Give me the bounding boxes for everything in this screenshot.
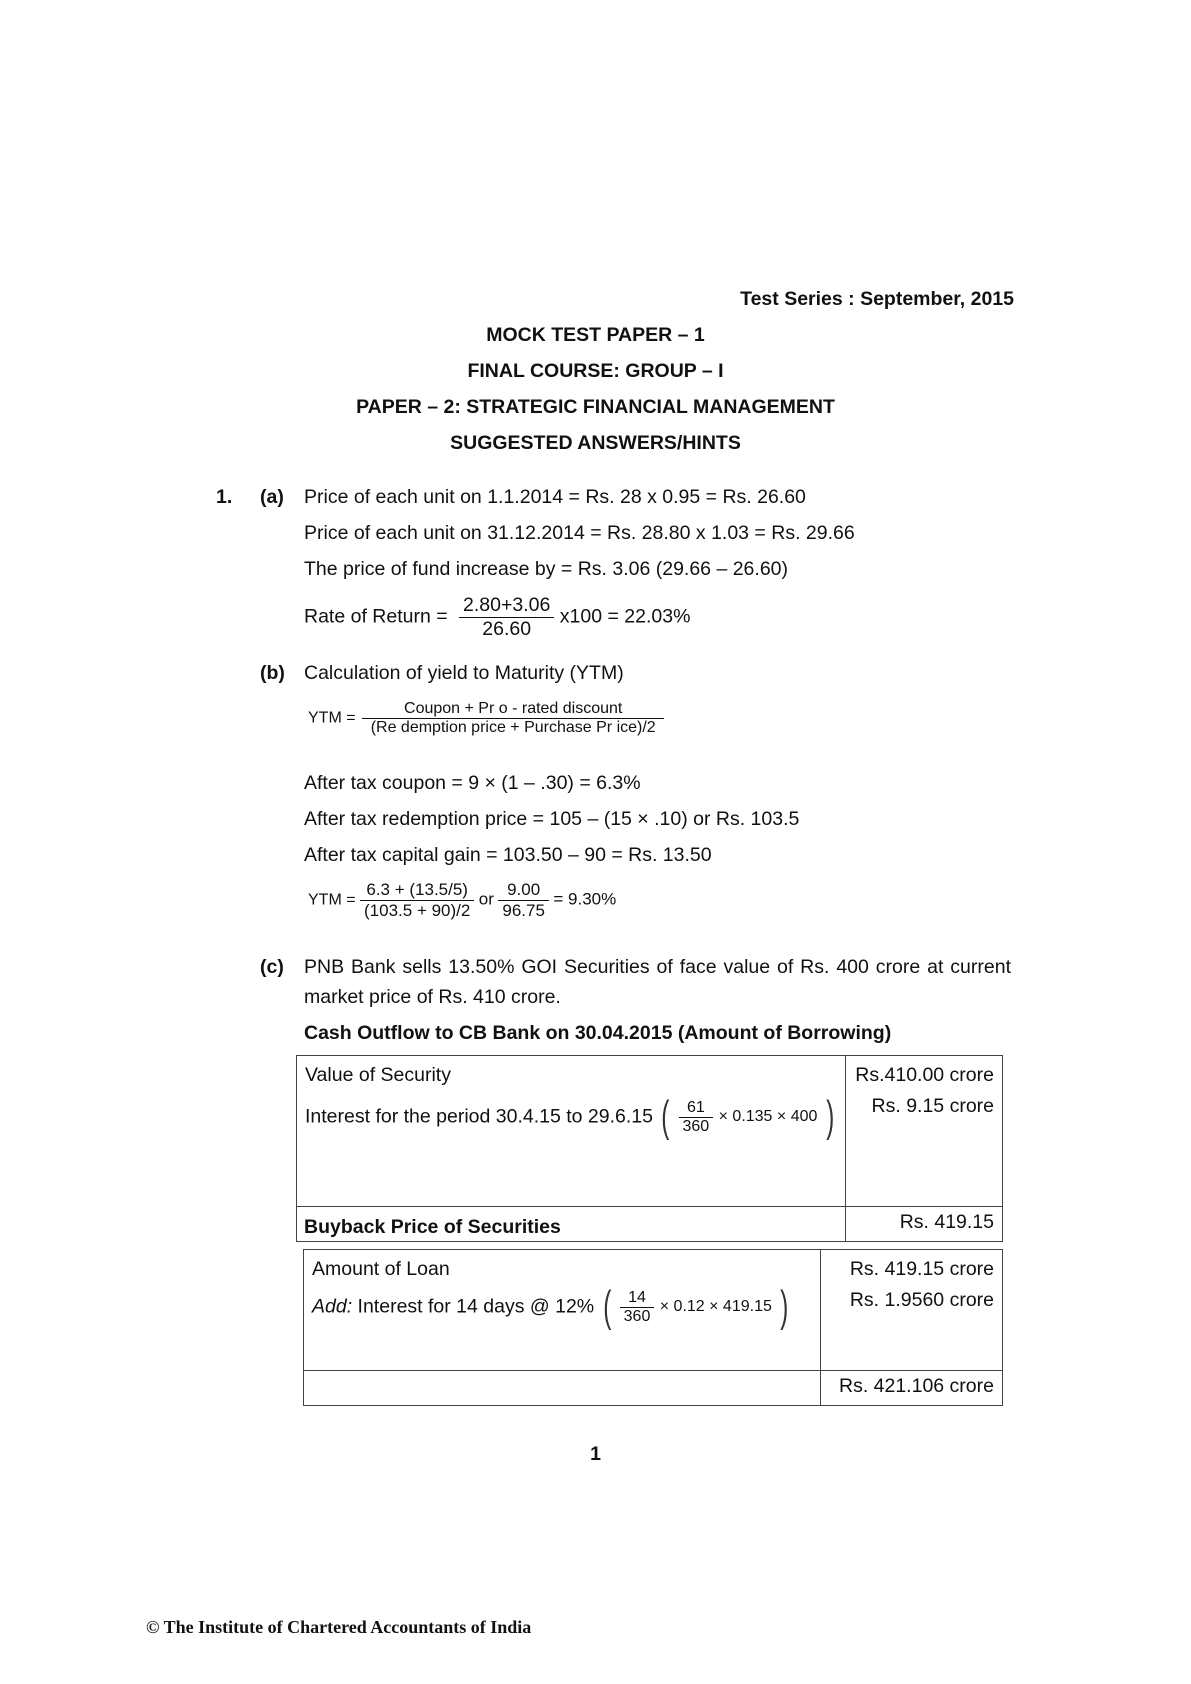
- interest-numerator: 61: [679, 1099, 714, 1118]
- value-of-security-amount: Rs.410.00 crore: [855, 1064, 994, 1086]
- borrowing-total: Rs. 419.15: [846, 1207, 1003, 1242]
- ytm2-or: or: [478, 889, 494, 909]
- ytm2-fraction-1: [360, 880, 474, 921]
- rate-of-return-formula: [304, 594, 690, 641]
- part-b-line-3: After tax capital gain = 103.50 – 90 = Rs. 13.50: [304, 844, 712, 866]
- part-a-line-1: Price of each unit on 1.1.2014 = Rs. 28 x 0.95 = Rs. 26.60: [304, 486, 806, 508]
- borrowing-table: [296, 1055, 1003, 1242]
- ytm-numerator: Coupon + Pr o - rated discount: [362, 700, 664, 719]
- ytm2-numerator-1: 6.3 + (13.5/5): [360, 880, 474, 901]
- part-a-label: (a): [260, 486, 284, 508]
- part-a-line-3: The price of fund increase by = Rs. 3.06 (29.66 – 26.60): [304, 558, 788, 580]
- ror-fraction: [459, 594, 554, 641]
- interest-period-label: Interest for the period 30.4.15 to 29.6.15: [305, 1105, 653, 1128]
- amount-of-loan-label: Amount of Loan: [312, 1258, 450, 1280]
- ytm2-fraction-2: [498, 880, 549, 921]
- buyback-tail: × 0.12 × 419.15: [659, 1298, 772, 1315]
- buyback-numerator: 14: [620, 1289, 655, 1308]
- paper-title: MOCK TEST PAPER – 1: [486, 324, 705, 346]
- footer-copyright: © The Institute of Chartered Accountants of India: [146, 1617, 532, 1637]
- table2-title: Buyback Price of Securities: [304, 1216, 561, 1238]
- buyback-interest-row: [312, 1282, 812, 1331]
- part-a-line-2: Price of each unit on 31.12.2014 = Rs. 28.80 x 1.03 = Rs. 29.66: [304, 522, 855, 544]
- test-series-label: Test Series : September, 2015: [740, 288, 1014, 310]
- ror-denominator: 26.60: [482, 618, 532, 640]
- interest-tail: × 0.135 × 400: [718, 1108, 818, 1125]
- buyback-items-cell: [304, 1250, 821, 1371]
- ror-result: x100 = 22.03%: [559, 605, 691, 628]
- interest-amount: Rs. 9.15 crore: [871, 1095, 994, 1117]
- part-c-para-line-1: PNB Bank sells 13.50% GOI Securities of face value of Rs. 400 crore at current: [304, 956, 1011, 978]
- buyback-table: [303, 1249, 1003, 1406]
- buyback-fraction: [620, 1289, 655, 1326]
- ytm2-label: YTM =: [308, 891, 356, 909]
- borrowing-values-cell: [846, 1056, 1003, 1207]
- buyback-interest-amount: Rs. 1.9560 crore: [849, 1289, 994, 1311]
- part-b-line-2: After tax redemption price = 105 – (15 × .10) or Rs. 103.5: [304, 808, 800, 830]
- ytm-denominator: (Re demption price + Purchase Pr ice)/2: [370, 719, 656, 736]
- part-c-label: (c): [260, 956, 284, 978]
- ytm-label: YTM =: [308, 709, 356, 727]
- ytm-calculation: [308, 880, 616, 921]
- add-prefix: Add:: [312, 1295, 353, 1318]
- left-paren-icon: (: [602, 1282, 611, 1331]
- buyback-interest-label: Interest for 14 days @ 12%: [357, 1295, 595, 1318]
- ror-numerator: 2.80+3.06: [459, 594, 554, 618]
- right-paren-icon: ): [780, 1282, 789, 1331]
- ytm-fraction: [362, 700, 664, 737]
- part-b-line-1: After tax coupon = 9 × (1 – .30) = 6.3%: [304, 772, 641, 794]
- course-title: FINAL COURSE: GROUP – I: [467, 360, 724, 382]
- ror-label: Rate of Return =: [304, 605, 448, 628]
- ytm2-numerator-2: 9.00: [498, 880, 549, 901]
- part-b-title: Calculation of yield to Maturity (YTM): [304, 662, 624, 684]
- part-b-label: (b): [260, 662, 285, 684]
- paper-name: PAPER – 2: STRATEGIC FINANCIAL MANAGEMENT: [356, 396, 835, 418]
- buyback-total-blank: [304, 1371, 821, 1406]
- interest-fraction: [679, 1099, 714, 1136]
- borrowing-items-cell: [297, 1056, 846, 1207]
- question-number: 1.: [216, 486, 233, 508]
- table1-title: Cash Outflow to CB Bank on 30.04.2015 (Amount of Borrowing): [304, 1022, 892, 1044]
- ytm2-result: = 9.30%: [553, 889, 617, 909]
- buyback-values-cell: [821, 1250, 1003, 1371]
- ytm2-denominator-2: 96.75: [502, 901, 545, 920]
- page-number: 1: [590, 1443, 601, 1465]
- ytm-general-formula: [308, 700, 664, 737]
- answers-subtitle: SUGGESTED ANSWERS/HINTS: [450, 432, 741, 454]
- interest-period-row: [305, 1092, 837, 1141]
- interest-denominator: 360: [682, 1117, 710, 1135]
- amount-of-loan-value: Rs. 419.15 crore: [849, 1258, 994, 1280]
- part-c-para-line-2: market price of Rs. 410 crore.: [304, 986, 561, 1008]
- value-of-security-label: Value of Security: [305, 1064, 451, 1086]
- buyback-denominator: 360: [623, 1307, 651, 1325]
- ytm2-denominator-1: (103.5 + 90)/2: [364, 901, 471, 920]
- left-paren-icon: (: [661, 1092, 670, 1141]
- buyback-total: Rs. 421.106 crore: [821, 1371, 1003, 1406]
- right-paren-icon: ): [826, 1092, 835, 1141]
